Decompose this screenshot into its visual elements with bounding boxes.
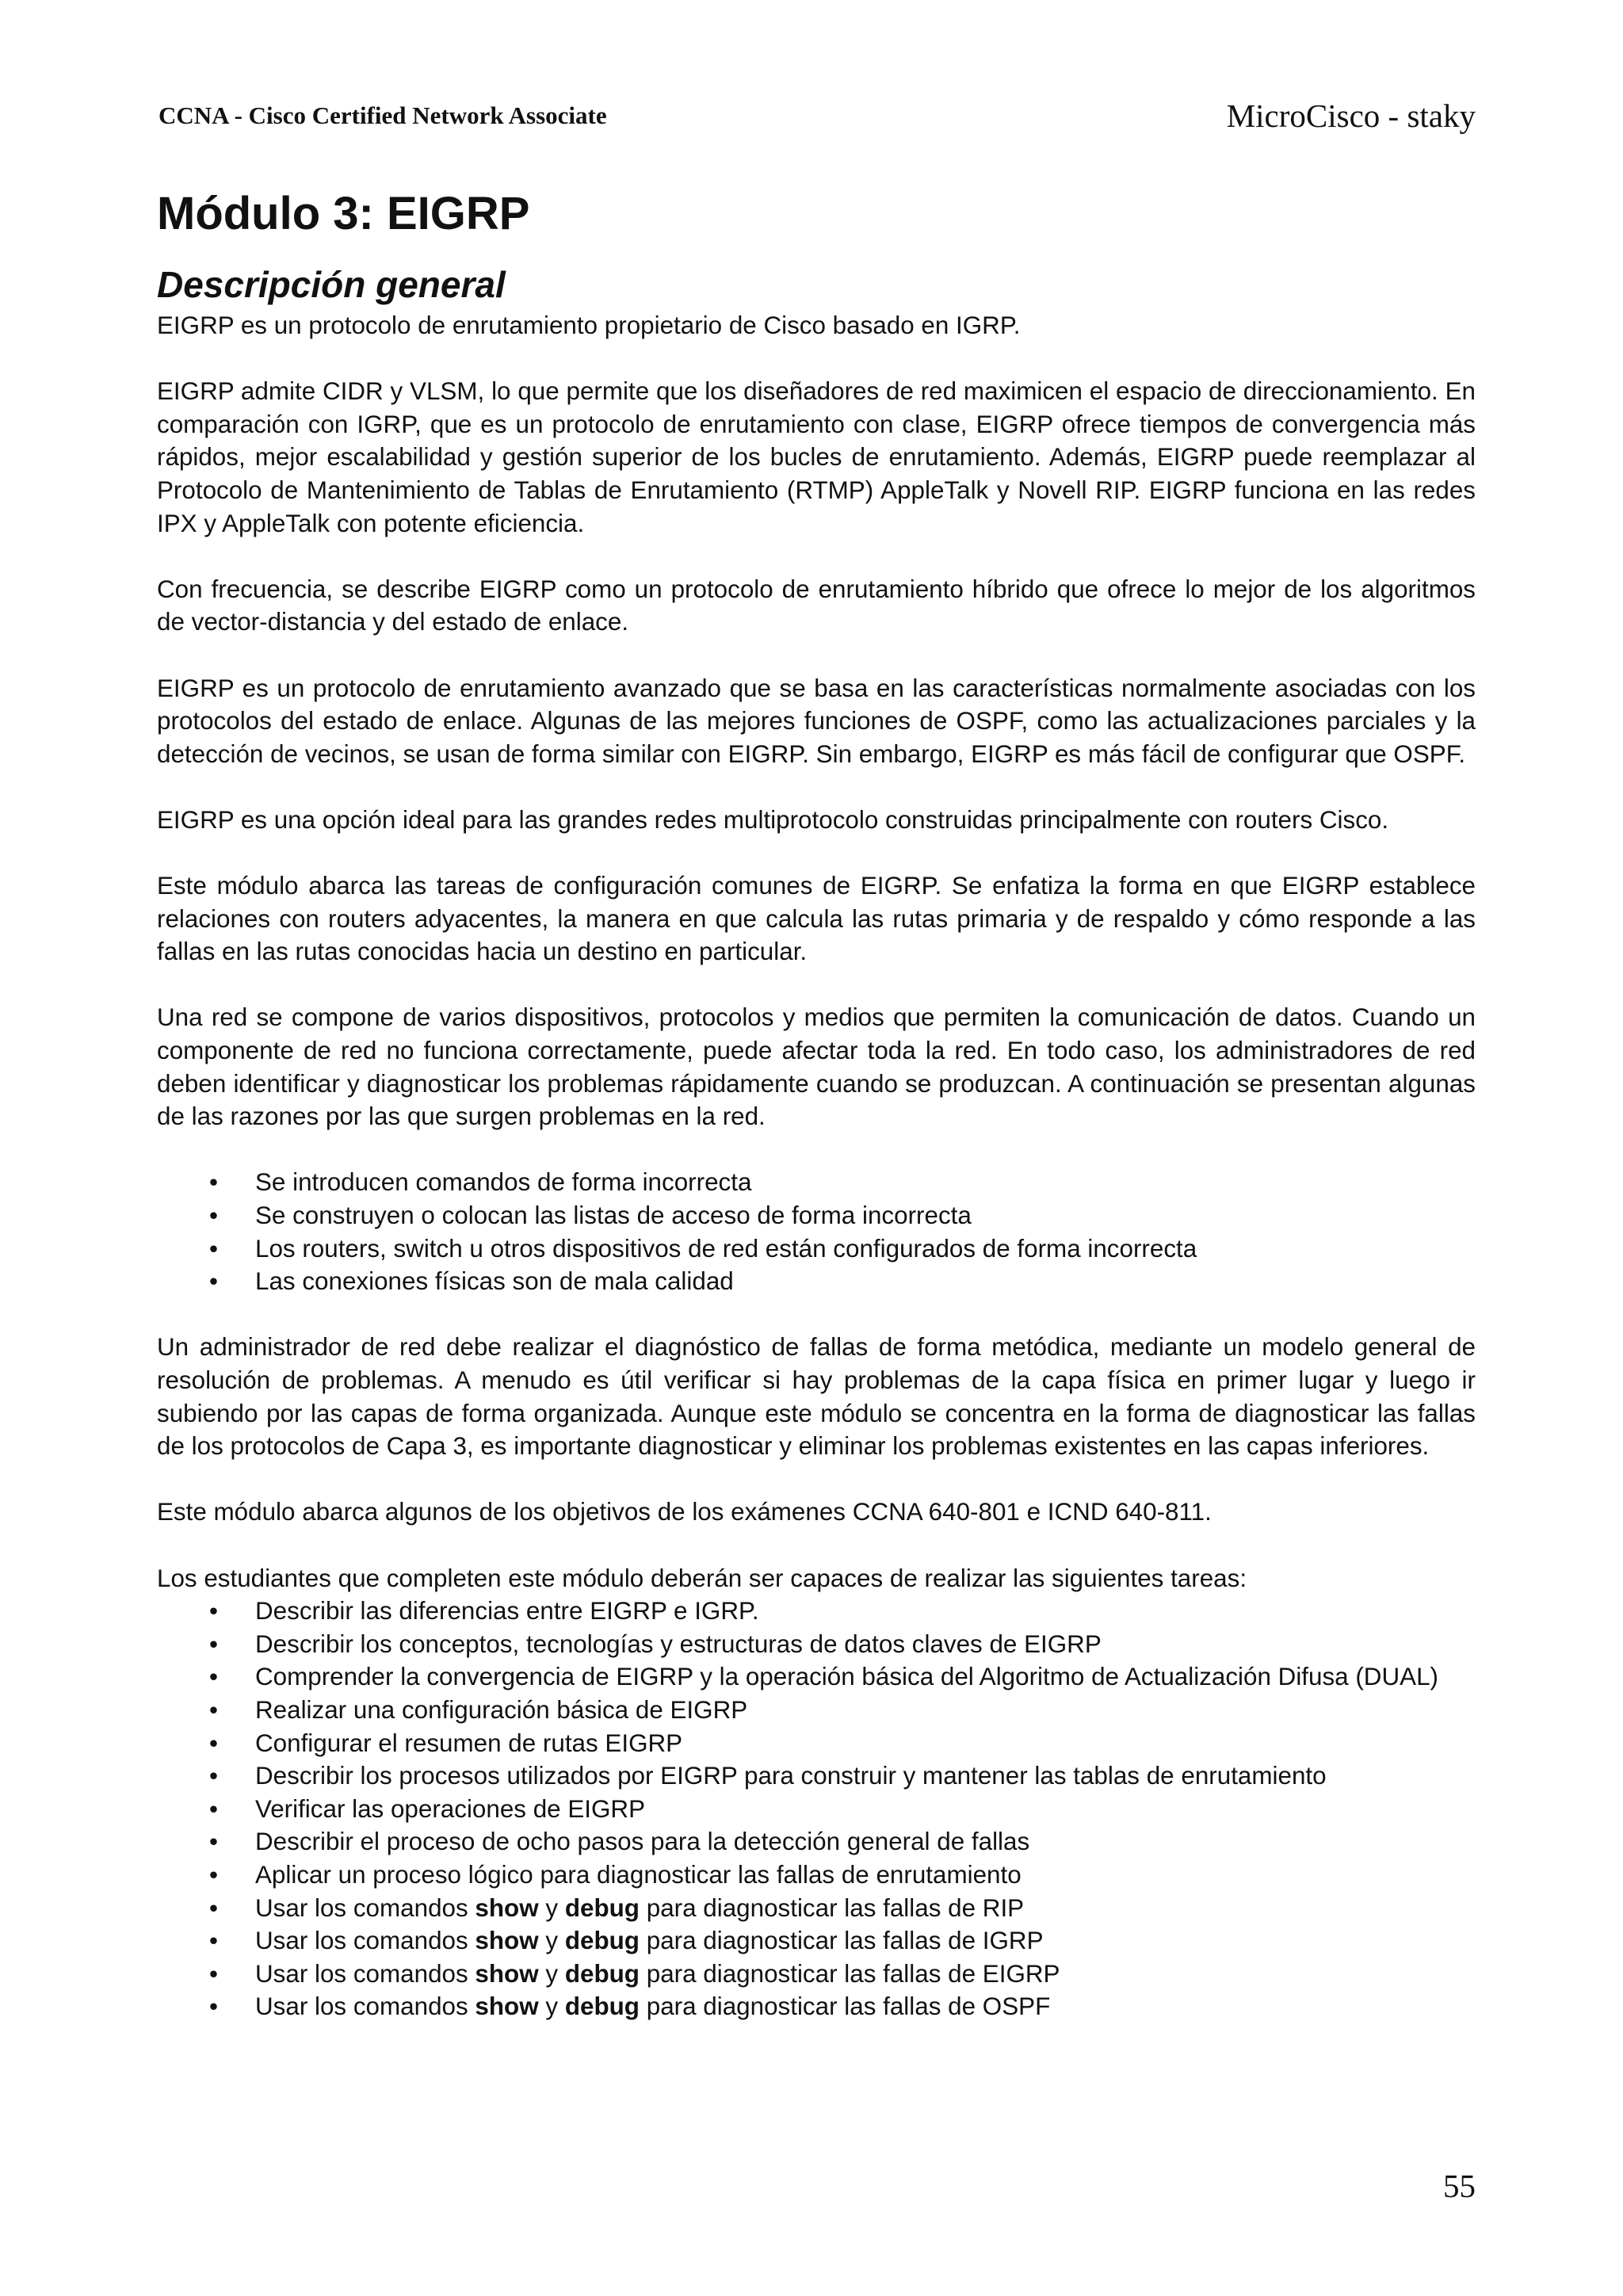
list-item [157, 1694, 1476, 1727]
command-and: y [545, 1959, 559, 1988]
command-protocol: EIGRP [982, 1959, 1060, 1988]
list-item-text: Describir los conceptos, tecnologías y estructuras de datos claves de EIGRP [255, 1629, 1102, 1658]
command-show: show [475, 1992, 539, 2021]
list-item-text: Las conexiones físicas son de mala calidad [255, 1267, 734, 1296]
list-item-text: Realizar una configuración básica de EIGRP [255, 1695, 748, 1724]
command-middle: para diagnosticar las fallas de [646, 1959, 976, 1988]
list-item-text: Aplicar un proceso lógico para diagnosticar las fallas de enrutamiento [255, 1860, 1022, 1889]
list-item [157, 1199, 1476, 1232]
list-item [157, 1759, 1476, 1793]
bullet-icon: • [209, 1992, 218, 2021]
list-item [157, 1892, 1476, 1925]
list-item [157, 1265, 1476, 1298]
command-middle: para diagnosticar las fallas de [646, 1992, 976, 2021]
bullet-icon: • [209, 1794, 218, 1823]
list-item-text: Los routers, switch u otros dispositivos de red están configurados de forma incorrecta [255, 1234, 1197, 1263]
bullet-icon: • [209, 1234, 218, 1263]
section-subtitle: Descripción general [157, 264, 506, 305]
command-middle: para diagnosticar las fallas de [646, 1927, 976, 1955]
list-item [157, 1924, 1476, 1958]
command-show: show [475, 1927, 539, 1955]
list-item-text: Configurar el resumen de rutas EIGRP [255, 1729, 683, 1757]
list-item [157, 1595, 1476, 1628]
paragraph: EIGRP es un protocolo de enrutamiento propietario de Cisco basado en IGRP. [157, 311, 1021, 339]
bullet-icon: • [209, 1729, 218, 1757]
command-and: y [545, 1992, 559, 2021]
command-protocol: OSPF [982, 1992, 1051, 2021]
command-debug: debug [564, 1893, 640, 1922]
bullet-icon: • [209, 1267, 218, 1296]
bullet-icon: • [209, 1893, 218, 1922]
paragraph: EIGRP admite CIDR y VLSM, lo que permite que los diseñadores de red maximicen el espacio de direccionamiento. En comparación con IGRP, que es un protocolo de enrutamiento con clase, EIGRP ofrece tiempos de convergencia más rápidos, mejor escalabilidad y gestión superior de los bucles de enrutamiento. Además, EIGRP puede reemplazar al Protocolo de Mantenimiento de Tablas de Enrutamiento (RTMP) AppleTalk y Novell RIP. EIGRP funciona en las redes IPX y AppleTalk con potente eficiencia. [157, 377, 1476, 537]
paragraph: Con frecuencia, se describe EIGRP como un protocolo de enrutamiento híbrido que ofrece lo mejor de los algoritmos de vector-distancia y del estado de enlace. [157, 575, 1476, 636]
list-item [157, 1166, 1476, 1199]
bullet-icon: • [209, 1663, 218, 1691]
bullet-icon: • [209, 1597, 218, 1626]
header-course-title: CCNA - Cisco Certified Network Associate [158, 101, 607, 129]
command-middle: para diagnosticar las fallas de [646, 1893, 976, 1922]
list-item [157, 1232, 1476, 1266]
bullet-icon: • [209, 1959, 218, 1988]
list-item-text: Verificar las operaciones de EIGRP [255, 1794, 646, 1823]
paragraph: Los estudiantes que completen este módulo deberán ser capaces de realizar las siguientes tareas: [157, 1564, 1247, 1592]
command-debug: debug [564, 1927, 640, 1955]
bullet-icon: • [209, 1629, 218, 1658]
bullet-icon: • [209, 1201, 218, 1230]
list-item [157, 1727, 1476, 1760]
command-prefix: Usar los comandos [255, 1927, 468, 1955]
page-number: 55 [1443, 2168, 1476, 2204]
module-title: Módulo 3: EIGRP [157, 188, 530, 239]
command-prefix: Usar los comandos [255, 1893, 468, 1922]
bullet-icon: • [209, 1860, 218, 1889]
list-item-text: Describir las diferencias entre EIGRP e IGRP. [255, 1597, 759, 1626]
bullet-icon: • [209, 1828, 218, 1856]
list-item [157, 1958, 1476, 1991]
command-protocol: RIP [982, 1893, 1025, 1922]
list-item-text: Describir los procesos utilizados por EIGRP para construir y mantener las tablas de enrutamiento [255, 1762, 1327, 1790]
objectives-list [157, 1595, 1476, 2023]
list-item-text: Describir el proceso de ocho pasos para la detección general de fallas [255, 1828, 1030, 1856]
bullet-icon: • [209, 1762, 218, 1790]
list-item [157, 1990, 1476, 2023]
command-show: show [475, 1893, 539, 1922]
page-content [157, 185, 1476, 2023]
paragraph: EIGRP es una opción ideal para las grandes redes multiprotocolo construidas principalmente con routers Cisco. [157, 805, 1389, 834]
bullet-icon: • [209, 1695, 218, 1724]
paragraph: Este módulo abarca algunos de los objetivos de los exámenes CCNA 640-801 e ICND 640-811. [157, 1498, 1212, 1526]
command-prefix: Usar los comandos [255, 1959, 468, 1988]
command-and: y [545, 1927, 559, 1955]
command-debug: debug [564, 1959, 640, 1988]
list-item-text: Se construyen o colocan las listas de acceso de forma incorrecta [255, 1201, 972, 1230]
list-item-text: Comprender la convergencia de EIGRP y la operación básica del Algoritmo de Actualización Difusa (DUAL) [255, 1663, 1438, 1691]
command-show: show [475, 1959, 539, 1988]
command-protocol: IGRP [982, 1927, 1044, 1955]
command-and: y [545, 1893, 559, 1922]
problem-reasons-list [157, 1166, 1476, 1297]
paragraph: Una red se compone de varios dispositivos, protocolos y medios que permiten la comunicación de datos. Cuando un componente de red no funciona correctamente, puede afectar toda la red. En todo caso, los administradores de red deben identificar y diagnosticar los problemas rápidamente cuando se produzcan. A continuación se presentan algunas de las razones por las que surgen problemas en la red. [157, 1003, 1476, 1131]
list-item-text: Se introducen comandos de forma incorrecta [255, 1168, 752, 1197]
header-author: MicroCisco - staky [1226, 97, 1476, 134]
list-item [157, 1793, 1476, 1826]
command-debug: debug [564, 1992, 640, 2021]
paragraph: Un administrador de red debe realizar el diagnóstico de fallas de forma metódica, mediante un modelo general de resolución de problemas. A menudo es útil verificar si hay problemas de la capa física en primer lugar y luego ir subiendo por las capas de forma organizada. Aunque este módulo se concentra en la forma de diagnosticar las fallas de los protocolos de Capa 3, es importante diagnosticar y eliminar los problemas existentes en las capas inferiores. [157, 1333, 1476, 1461]
paragraph: Este módulo abarca las tareas de configuración comunes de EIGRP. Se enfatiza la forma en que EIGRP establece relaciones con routers adyacentes, la manera en que calcula las rutas primaria y de respaldo y cómo responde a las fallas en las rutas conocidas hacia un destino en particular. [157, 872, 1476, 966]
list-item [157, 1660, 1476, 1694]
command-prefix: Usar los comandos [255, 1992, 468, 2021]
list-item [157, 1628, 1476, 1661]
paragraph: EIGRP es un protocolo de enrutamiento avanzado que se basa en las características normalmente asociadas con los protocolos del estado de enlace. Algunas de las mejores funciones de OSPF, como las actualizaciones parciales y la detección de vecinos, se usan de forma similar con EIGRP. Sin embargo, EIGRP es más fácil de configurar que OSPF. [157, 674, 1476, 768]
bullet-icon: • [209, 1168, 218, 1197]
list-item [157, 1859, 1476, 1892]
list-item [157, 1825, 1476, 1859]
bullet-icon: • [209, 1927, 218, 1955]
